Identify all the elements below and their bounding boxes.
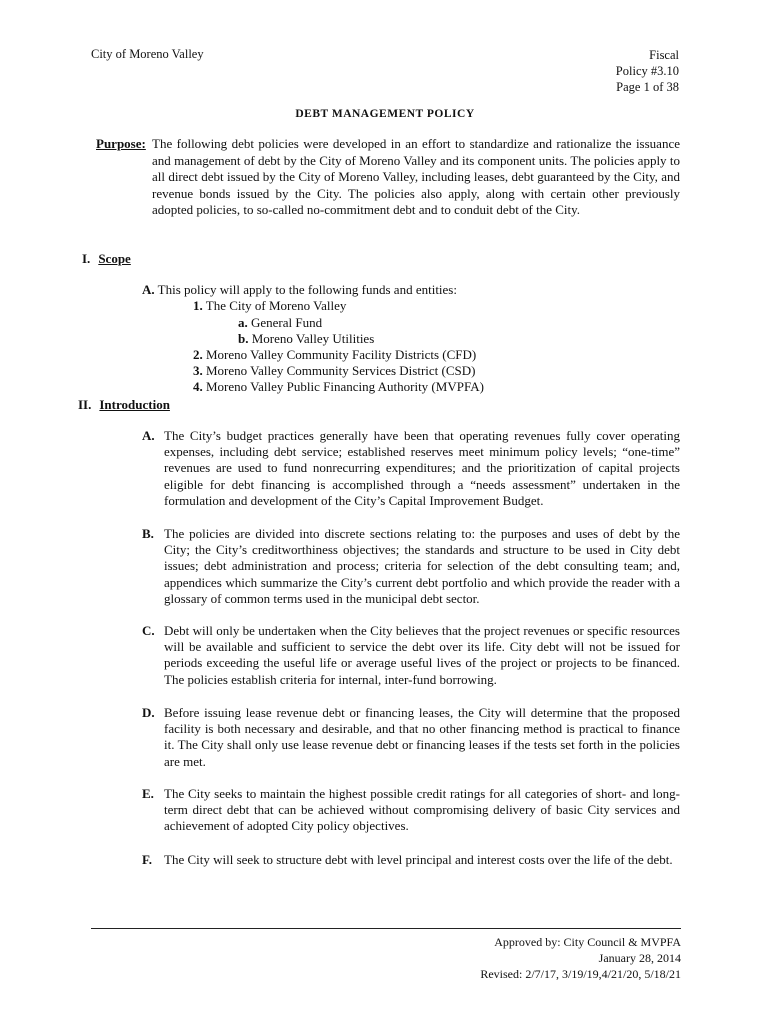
purpose-text: The following debt policies were developed in an effort to standardize and rationalize the issuance and management of debt by the City of Moreno Valley and its component units. The policies apply to all direct debt issued by the City of Moreno Valley, including leases, debt guaranteed by the City, and revenue bonds issued by the City. The policies also apply, along with certain other previously adopted policies, to so-called no-commitment debt and to conduit debt of the City. — [152, 136, 680, 217]
item-text: Before issuing lease revenue debt or financing leases, the City will determine that the proposed facility is both necessary and desirable, and that no other financing method is practical to finance it. The City shall only use lease revenue debt or financing leases if the tests set forth in the policies are met. — [164, 705, 680, 769]
item-text: Debt will only be undertaken when the City believes that the project revenues or specific resources will be available and sufficient to service the debt over its life. City debt will not be issued for periods exceeding the useful life or average useful lives of the project or projects to be financed. The policies establish criteria for internal, inter-fund borrowing. — [164, 623, 680, 687]
item-text: The City’s budget practices generally have been that operating revenues fully cover operating expenses, including debt service; established reserves meet minimum policy levels; “one-time” revenues are used to fund nonrecurring expenditures; and the prioritization of capital projects eligible for debt financing is accomplished through a “needs assessment” undertaken in the formulation and development of the City’s Capital Improvement Budget. — [164, 428, 680, 508]
footer-revised: Revised: 2/7/17, 3/19/19,4/21/20, 5/18/21 — [480, 967, 681, 981]
purpose-label: Purpose: — [96, 136, 146, 151]
section-scope-heading — [82, 251, 131, 267]
scope-list-item — [193, 298, 346, 314]
footer-date: January 28, 2014 — [598, 951, 681, 965]
footer-divider — [91, 928, 681, 929]
list-text: Moreno Valley Community Services District (CSD) — [206, 363, 476, 378]
intro-item-d — [142, 705, 680, 770]
item-letter: A. — [142, 428, 155, 443]
list-text: Moreno Valley Public Financing Authority (MVPFA) — [206, 379, 484, 394]
header-policy-info — [616, 47, 679, 95]
list-number: a. — [238, 315, 248, 330]
item-text: The City will seek to structure debt with level principal and interest costs over the life of the debt. — [164, 852, 673, 867]
item-letter: E. — [142, 786, 154, 801]
purpose-section — [96, 136, 680, 219]
item-letter: B. — [142, 526, 154, 541]
list-number: b. — [238, 331, 249, 346]
footer-approved-by: Approved by: City Council & MVPFA — [494, 935, 681, 949]
header-policy-number: Policy #3.10 — [615, 64, 679, 78]
footer-approval — [480, 934, 681, 982]
item-text: The City seeks to maintain the highest possible credit ratings for all categories of short- and long-term direct debt that can be achieved without compromising delivery of basic City services and achievement of adopted City policy objectives. — [164, 786, 680, 834]
section-number: II. — [78, 397, 92, 412]
list-number: 1. — [193, 298, 203, 313]
header-page-number: Page 1 of 38 — [616, 80, 679, 94]
intro-item-e — [142, 786, 680, 835]
list-text: The City of Moreno Valley — [205, 298, 347, 313]
list-text: Moreno Valley Utilities — [251, 331, 375, 346]
intro-item-c — [142, 623, 680, 688]
list-number: 2. — [193, 347, 203, 362]
header-category: Fiscal — [649, 48, 679, 62]
scope-list-item — [193, 379, 484, 395]
item-text: The policies are divided into discrete sections relating to: the purposes and uses of debt by the City; the City’s creditworthiness objectives; the standards and structure to be used in City debt issues; debt administration and process; criteria for selection of the debt consulting team; and, appendices which summarize the City’s current debt portfolio and which provide the reader with a glossary of common terms used in the municipal debt sector. — [164, 526, 680, 606]
section-number: I. — [82, 251, 91, 266]
list-text: General Fund — [251, 315, 323, 330]
section-label: Scope — [98, 251, 131, 266]
scope-list-subitem — [238, 331, 374, 347]
scope-item-a — [142, 282, 457, 298]
item-text: This policy will apply to the following funds and entities: — [157, 282, 457, 297]
section-introduction-heading — [78, 397, 170, 413]
scope-list-item — [193, 363, 475, 379]
item-letter: C. — [142, 623, 155, 638]
item-letter: A. — [142, 282, 155, 297]
document-title: DEBT MANAGEMENT POLICY — [295, 108, 475, 120]
scope-list-subitem — [238, 315, 322, 331]
list-text: Moreno Valley Community Facility Districts (CFD) — [206, 347, 477, 362]
item-letter: F. — [142, 852, 152, 867]
header-organization: City of Moreno Valley — [91, 47, 204, 61]
scope-list-item — [193, 347, 476, 363]
item-letter: D. — [142, 705, 155, 720]
list-number: 3. — [193, 363, 203, 378]
section-label: Introduction — [99, 397, 170, 412]
intro-item-b — [142, 526, 680, 607]
list-number: 4. — [193, 379, 203, 394]
intro-item-f — [142, 852, 680, 868]
intro-item-a — [142, 428, 680, 509]
